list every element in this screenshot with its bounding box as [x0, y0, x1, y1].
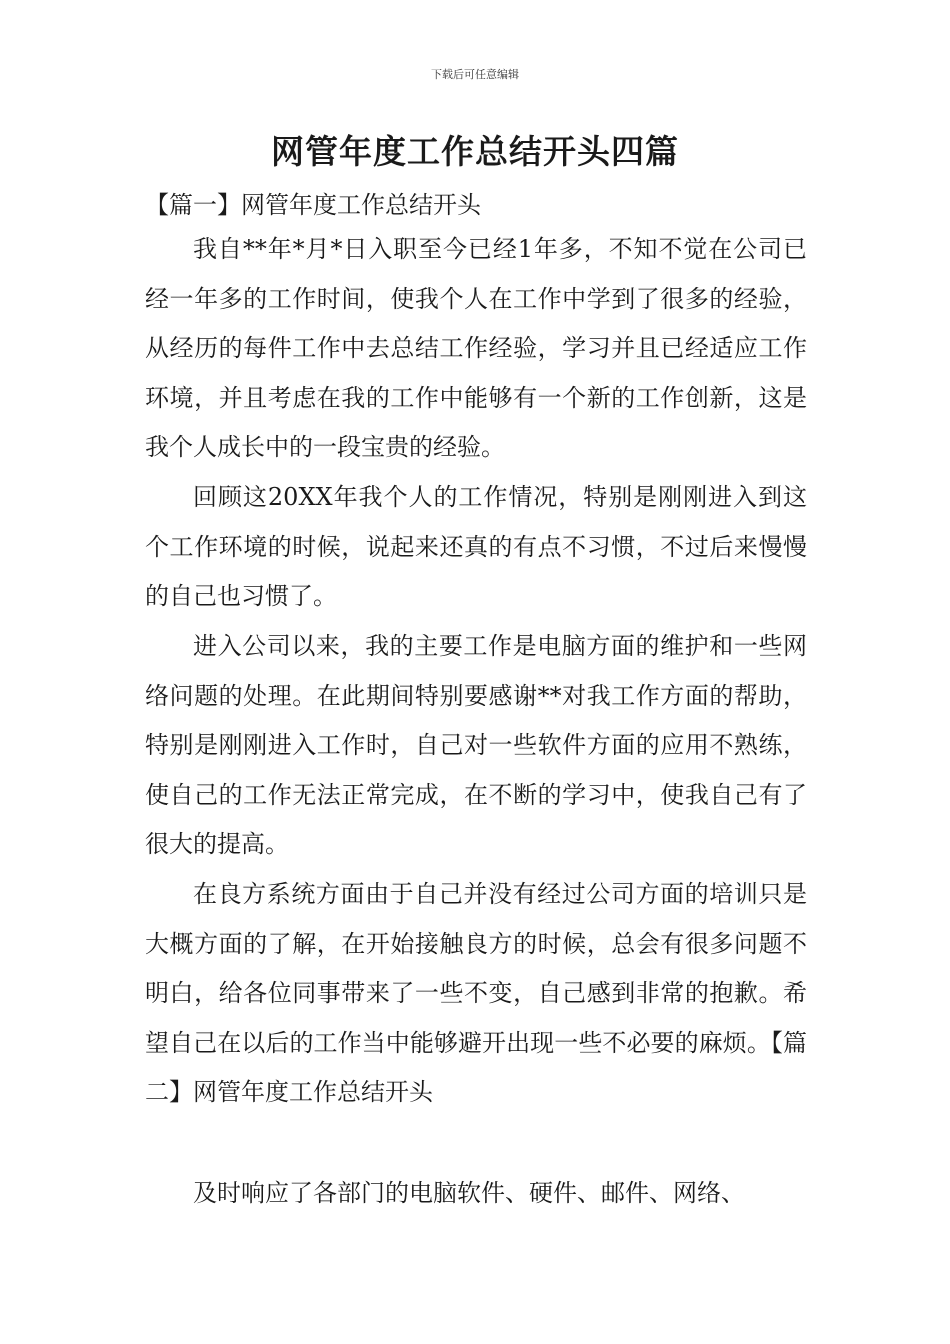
paragraph-4: 在良方系统方面由于自己并没有经过公司方面的培训只是大概方面的了解，在开始接触良方的时候，总会有很多问题不明白，给各位同事带来了一些不变，自己感到非常的抱歉。希望自己在以后的工作当中能够避开出现一些不必要的麻烦。【篇二】网管年度工作总结开头 — [145, 880, 807, 1106]
document-title: 网管年度工作总结开头四篇 — [271, 132, 679, 171]
paragraph-1: 我自**年*月*日入职至今已经1年多，不知不觉在公司已经一年多的工作时间，使我个人在工作中学到了很多的经验，从经历的每件工作中去总结工作经验，学习并且已经适应工作环境，并且考虑在我的工作中能够有一个新的工作创新，这是我个人成长中的一段宝贵的经验。 — [145, 235, 807, 461]
paragraph-2: 回顾这20XX年我个人的工作情况，特别是刚刚进入到这个工作环境的时候，说起来还真的有点不习惯，不过后来慢慢的自己也习惯了。 — [145, 483, 807, 610]
section-heading-1: 【篇一】网管年度工作总结开头 — [145, 191, 481, 219]
header-note: 下载后可任意编辑 — [431, 68, 519, 81]
paragraph-5: 及时响应了各部门的电脑软件、硬件、邮件、网络、 — [193, 1179, 745, 1207]
paragraph-3: 进入公司以来，我的主要工作是电脑方面的维护和一些网络问题的处理。在此期间特别要感谢**对我工作方面的帮助，特别是刚刚进入工作时，自己对一些软件方面的应用不熟练，使自己的工作无法正常完成，在不断的学习中，使我自己有了很大的提高。 — [145, 632, 807, 858]
